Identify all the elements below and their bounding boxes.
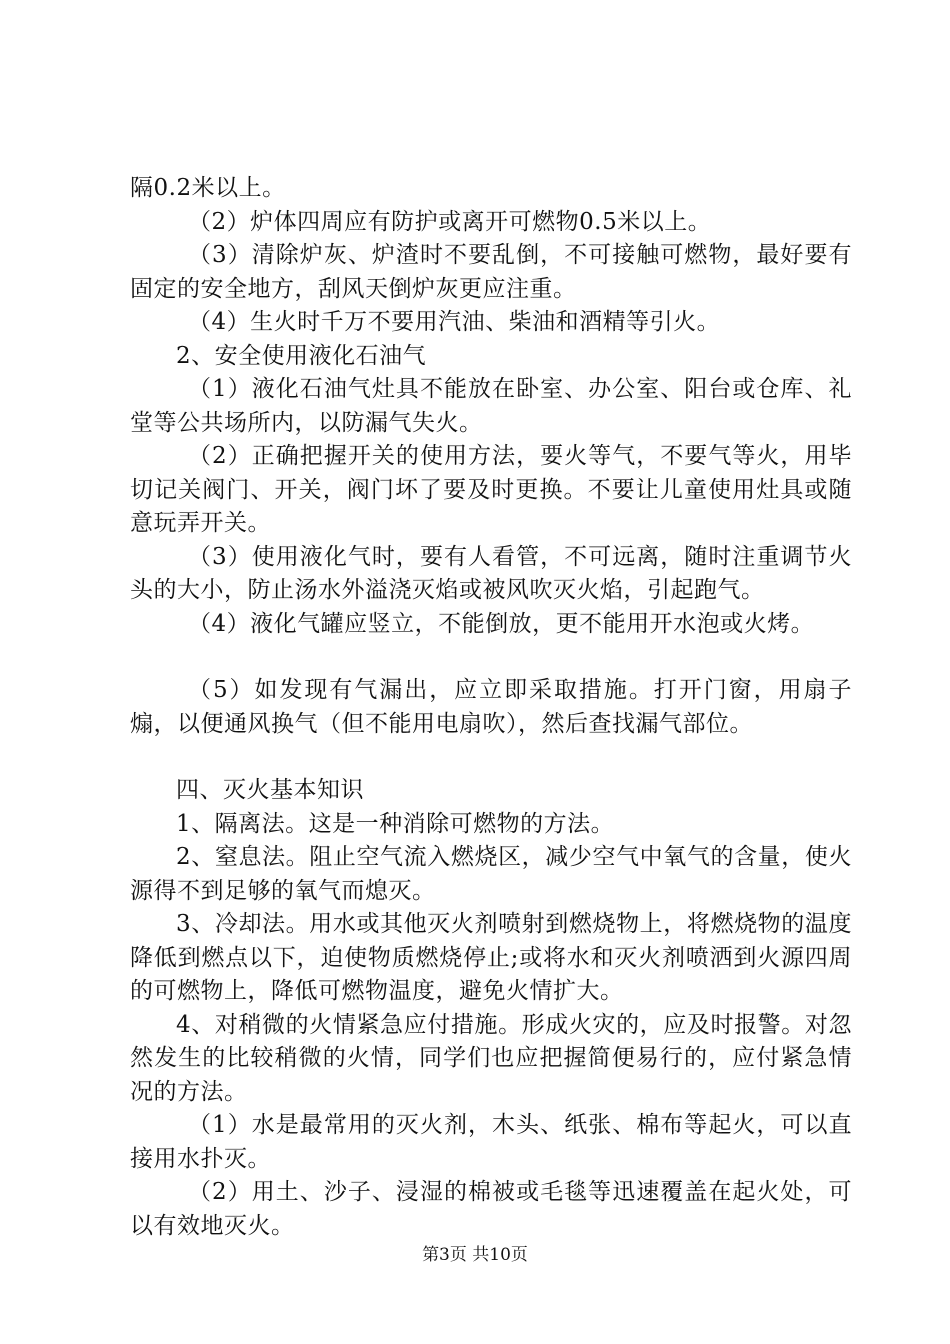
paragraph-continuation: 隔0.2米以上。 — [130, 175, 286, 201]
paragraph-lpg-item-5: （5）如发现有气漏出，应立即采取措施。打开门窗，用扇子煽，以便通风换气（但不能用电扇吹），然后查找漏气部位。 — [130, 677, 852, 737]
paragraph-lpg-item-2: （2）正确把握开关的使用方法，要火等气，不要气等火，用毕切记关阀门、开关，阀门坏了要及时更换。不要让儿童使用灶具或随意玩弄开关。 — [130, 443, 852, 536]
paragraph-stove-item-3: （3）清除炉灰、炉渣时不要乱倒，不可接触可燃物，最好要有固定的安全地方，刮风天倒炉灰更应注重。 — [130, 242, 852, 302]
paragraph-emergency-response: 4、对稍微的火情紧急应付措施。形成火灾的，应及时报警。对忽然发生的比较稍微的火情，同学们也应把握简便易行的，应付紧急情况的方法。 — [130, 1011, 852, 1105]
paragraph-lpg-item-3: （3）使用液化气时，要有人看管，不可远离，随时注重调节火头的大小，防止汤水外溢浇灭焰或被风吹灭火焰，引起跑气。 — [130, 543, 852, 603]
spacer — [130, 741, 852, 774]
paragraph-cooling-method: 3、冷却法。用水或其他灭火剂喷射到燃烧物上，将燃烧物的温度降低到燃点以下，迫使物质燃烧停止;或将水和灭火剂喷洒到火源四周的可燃物上，降低可燃物温度，避免火情扩大。 — [130, 911, 852, 1004]
paragraph-isolation-method: 1、隔离法。这是一种消除可燃物的方法。 — [176, 810, 615, 837]
paragraph-emergency-item-2: （2）用土、沙子、浸湿的棉被或毛毯等迅速覆盖在起火处，可以有效地灭火。 — [130, 1179, 852, 1239]
subheading-lpg-safety: 2、安全使用液化石油气 — [176, 342, 427, 369]
spacer — [130, 641, 852, 674]
paragraph-lpg-item-1: （1）液化石油气灶具不能放在卧室、办公室、阳台或仓库、礼堂等公共场所内，以防漏气失火。 — [130, 376, 852, 436]
section-heading-firefighting: 四、灭火基本知识 — [176, 777, 364, 803]
paragraph-stove-item-2: （2）炉体四周应有防护或离开可燃物0.5米以上。 — [188, 208, 712, 235]
paragraph-lpg-item-4: （4）液化气罐应竖立，不能倒放，更不能用开水泡或火烤。 — [188, 610, 815, 637]
paragraph-suffocation-method: 2、窒息法。阻止空气流入燃烧区，减少空气中氧气的含量，使火源得不到足够的氧气而熄灭。 — [130, 844, 852, 904]
paragraph-emergency-item-1: （1）水是最常用的灭火剂，木头、纸张、棉布等起火，可以直接用水扑灭。 — [130, 1112, 852, 1172]
paragraph-stove-item-4: （4）生火时千万不要用汽油、柴油和酒精等引火。 — [188, 309, 721, 335]
document-body — [130, 172, 852, 1243]
page-footer: 第3页 共10页 — [422, 1245, 528, 1265]
